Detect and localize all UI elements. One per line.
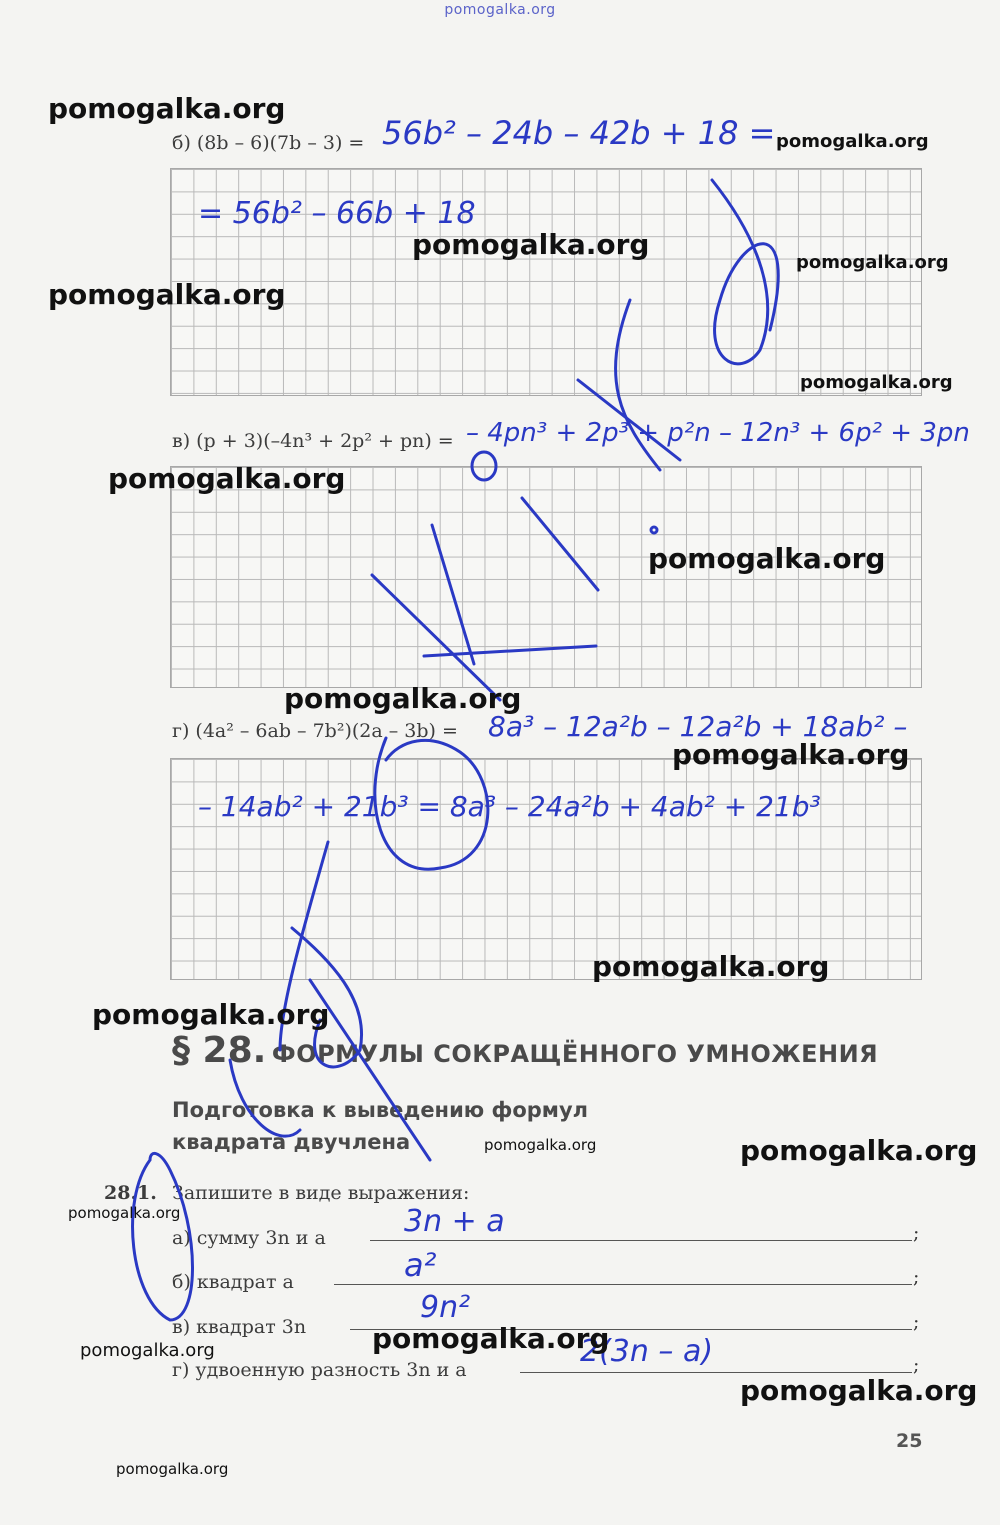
watermark: pomogalka.org (592, 950, 830, 983)
answer-line-g-semicolon: ; (913, 1354, 920, 1376)
watermark: pomogalka.org (776, 131, 929, 152)
watermark: pomogalka.org (796, 252, 949, 273)
top-watermark: pomogalka.org (444, 2, 556, 18)
task-g-expression: г) (4a² – 6ab – 7b²)(2a – 3b) = (172, 720, 458, 742)
watermark: pomogalka.org (284, 682, 522, 715)
watermark: pomogalka.org (116, 1460, 229, 1478)
section-heading (172, 1030, 878, 1071)
watermark: pomogalka.org (800, 372, 953, 393)
watermark: pomogalka.org (68, 1204, 181, 1222)
task-g-handwriting-line1: 8a³ – 12a²b – 12a²b + 18ab² – (488, 710, 908, 743)
answer-line-v-semicolon: ; (913, 1311, 920, 1333)
exercise-item-v-answer: 9n² (420, 1290, 471, 1325)
answer-line-b-semicolon: ; (913, 1266, 920, 1288)
page-number: 25 (896, 1430, 923, 1452)
exercise-item-v-label: в) квадрат 3n (172, 1316, 307, 1338)
task-g-handwriting-line2: – 14ab² + 21b³ = 8a³ – 24a²b + 4ab² + 21b³ (198, 790, 821, 823)
watermark: pomogalka.org (108, 462, 346, 495)
task-v-expression: в) (p + 3)(–4n³ + 2p² + pn) = (172, 430, 454, 452)
watermark: pomogalka.org (80, 1340, 215, 1361)
exercise-item-b-answer: a² (404, 1246, 437, 1284)
exercise-prompt: Запишите в виде выражения: (172, 1182, 470, 1204)
watermark: pomogalka.org (740, 1134, 978, 1167)
task-b-handwriting-line1: 56b² – 24b – 42b + 18 = (382, 114, 776, 152)
watermark: pomogalka.org (672, 738, 910, 771)
task-b-expression: б) (8b – 6)(7b – 3) = (172, 132, 365, 154)
task-v-handwriting: – 4pn³ + 2p³ + p²n – 12n³ + 6p² + 3pn (466, 418, 970, 448)
watermark: pomogalka.org (372, 1322, 610, 1355)
watermark: pomogalka.org (740, 1374, 978, 1407)
answer-line-a (370, 1240, 912, 1241)
answer-line-b (334, 1284, 912, 1285)
section-number: § 28. (172, 1030, 267, 1071)
exercise-item-g-answer: 2(3n – a) (580, 1334, 714, 1369)
task-b-handwriting-line2: = 56b² – 66b + 18 (198, 196, 476, 231)
exercise-item-g-label: г) удвоенную разность 3n и a (172, 1359, 467, 1381)
watermark: pomogalka.org (648, 542, 886, 575)
watermark: pomogalka.org (48, 92, 286, 125)
watermark: pomogalka.org (48, 278, 286, 311)
answer-line-a-semicolon: ; (913, 1222, 920, 1244)
exercise-item-a-answer: 3n + a (404, 1204, 505, 1239)
subsection-title-line2: квадрата двучлена (172, 1130, 411, 1154)
exercise-item-a-label: а) сумму 3n и a (172, 1227, 326, 1249)
watermark: pomogalka.org (92, 998, 330, 1031)
subsection-title-line1: Подготовка к выведению формул (172, 1098, 589, 1122)
exercise-number: 28.1. (104, 1182, 157, 1204)
watermark: pomogalka.org (484, 1136, 597, 1154)
watermark: pomogalka.org (412, 228, 650, 261)
answer-line-g (520, 1372, 912, 1373)
exercise-item-b-label: б) квадрат a (172, 1271, 294, 1293)
section-title: ФОРМУЛЫ СОКРАЩЁННОГО УМНОЖЕНИЯ (271, 1040, 879, 1068)
task-v-grid (170, 466, 922, 688)
